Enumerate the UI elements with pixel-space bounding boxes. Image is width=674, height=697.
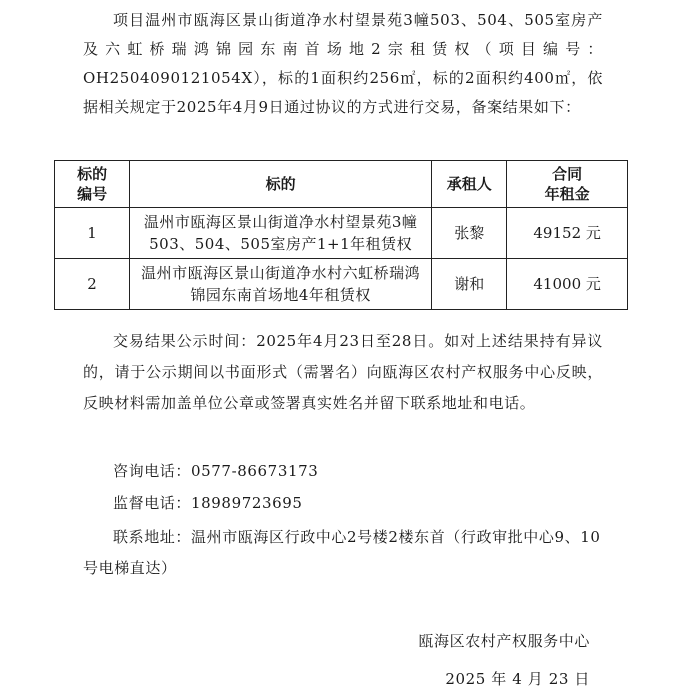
signature-block xyxy=(418,626,590,694)
intro-section xyxy=(83,6,603,122)
row-subject: 温州市瓯海区景山街道净水村望景苑3幢503、504、505室房产1+1年租赁权 xyxy=(130,208,432,259)
row-rent: 49152 元 xyxy=(507,208,628,259)
table-row xyxy=(55,208,628,259)
contact-address-line xyxy=(83,522,603,584)
consult-phone-line xyxy=(83,456,603,487)
row-item-no: 1 xyxy=(55,208,130,259)
table-header-row xyxy=(55,161,628,208)
row-rent: 41000 元 xyxy=(507,259,628,310)
notice-section xyxy=(83,326,603,419)
header-lessee: 承租人 xyxy=(432,161,507,208)
header-item-no xyxy=(55,161,130,208)
row-subject: 温州市瓯海区景山街道净水村六虹桥瑞鸿锦园东南首场地4年租赁权 xyxy=(130,259,432,310)
row-item-no: 2 xyxy=(55,259,130,310)
results-table xyxy=(54,160,628,310)
header-rent xyxy=(507,161,628,208)
header-subject: 标的 xyxy=(130,161,432,208)
signature-org: 瓯海区农村产权服务中心 xyxy=(418,632,590,650)
supervise-phone: 监督电话：18989723695 xyxy=(113,494,303,512)
intro-paragraph: 项目温州市瓯海区景山街道净水村望景苑3幢503、504、505室房产及六虹桥瑞鸿锦园东南首场地2宗租赁权（项目编号：OH2504090121054X），标的1面积约256㎡，标的2面积约400㎡，依据相关规定于2025年4月9日通过协议的方式进行交易，备案结果如下： xyxy=(83,11,603,116)
row-lessee: 张黎 xyxy=(432,208,507,259)
contact-address: 联系地址：温州市瓯海区行政中心2号楼2楼东首（行政审批中心9、10号电梯直达） xyxy=(83,528,601,577)
header-item-no-line2: 编号 xyxy=(77,185,108,203)
table-row xyxy=(55,259,628,310)
header-item-no-line1: 标的 xyxy=(77,165,108,183)
supervise-phone-line xyxy=(83,488,603,519)
header-rent-line1: 合同 xyxy=(552,165,583,183)
row-lessee: 谢和 xyxy=(432,259,507,310)
signature-date: 2025 年 4 月 23 日 xyxy=(445,670,590,688)
notice-paragraph: 交易结果公示时间：2025年4月23日至28日。如对上述结果持有异议的，请于公示期间以书面形式（需署名）向瓯海区农村产权服务中心反映，反映材料需加盖单位公章或签署真实姓名并留下联系地址和电话。 xyxy=(83,332,603,412)
header-rent-line2: 年租金 xyxy=(544,185,590,203)
consult-phone: 咨询电话：0577-86673173 xyxy=(113,462,319,480)
